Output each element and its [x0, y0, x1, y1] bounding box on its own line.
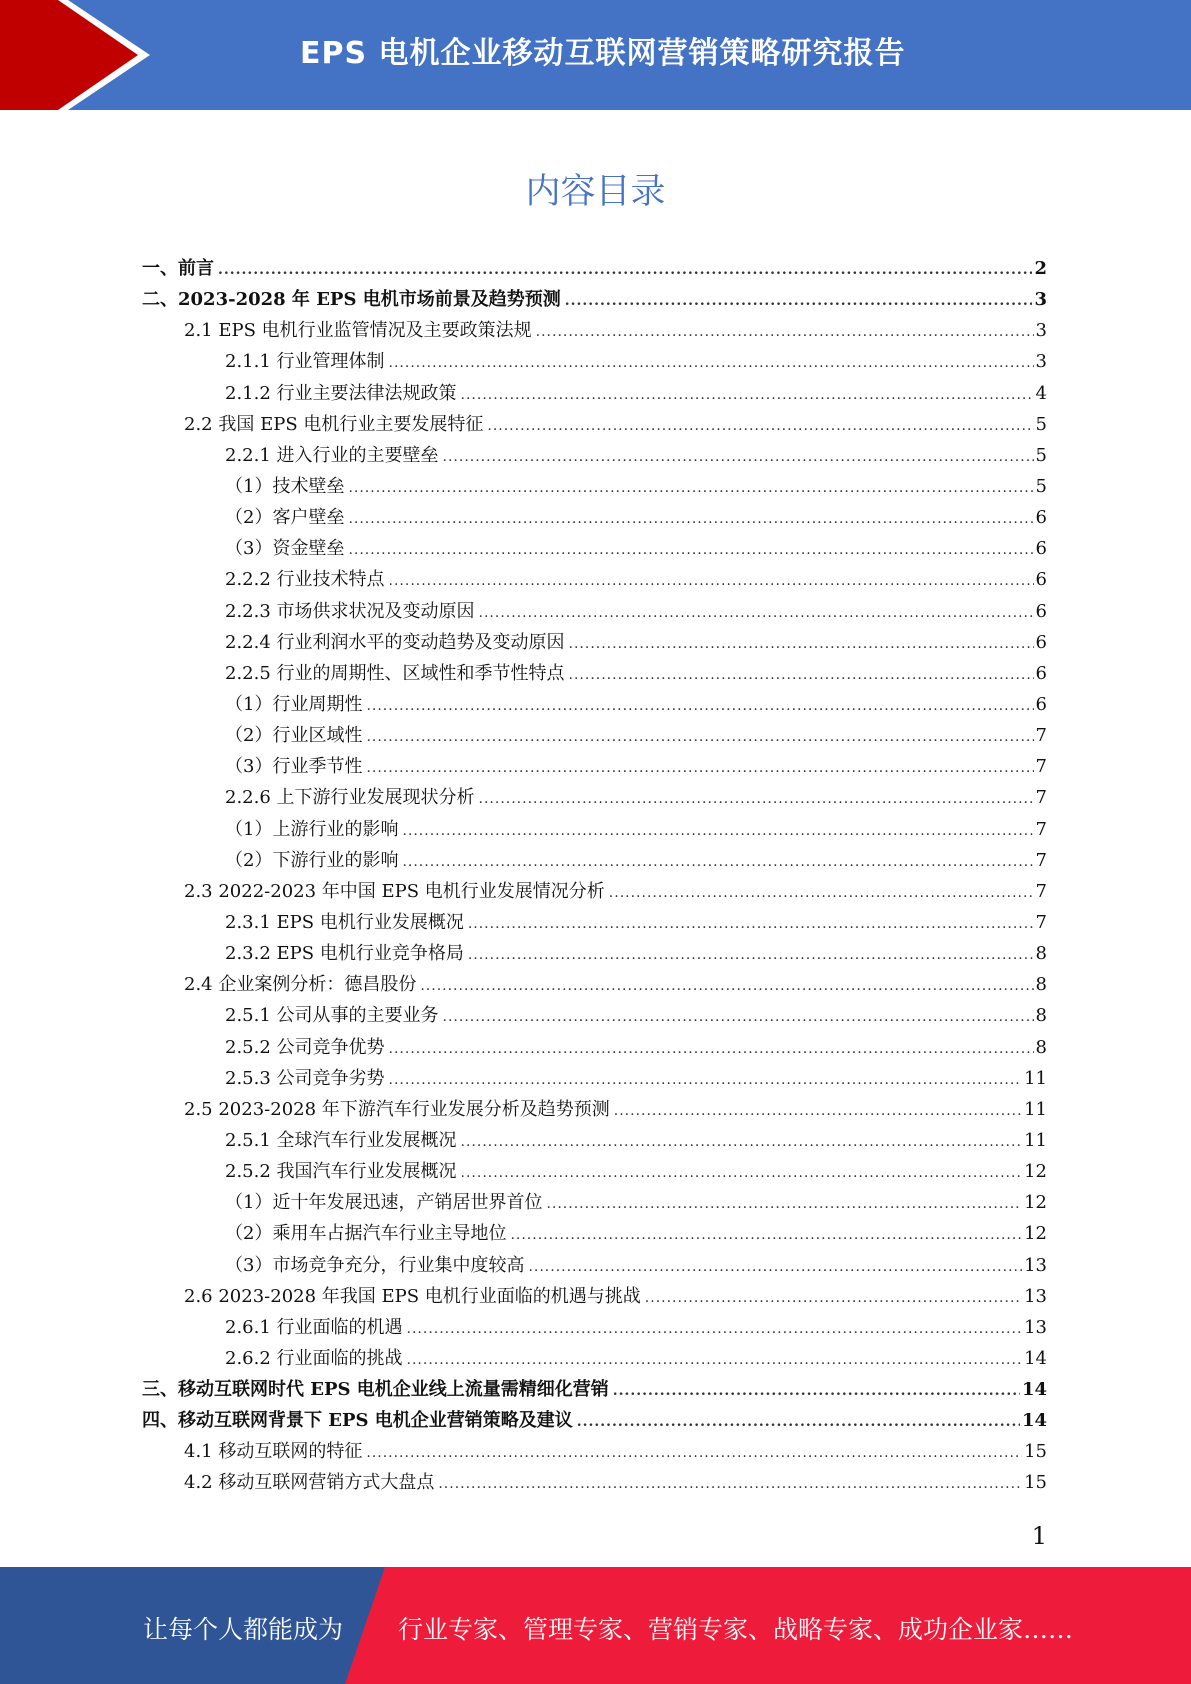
toc-leader-dots [443, 1002, 1034, 1033]
toc-entry[interactable] [142, 845, 1047, 876]
toc-entry-page: 7 [1035, 911, 1047, 933]
toc-entry-page: 6 [1035, 538, 1047, 560]
toc-entry-page: 8 [1035, 974, 1047, 996]
toc-leader-dots [366, 1438, 1022, 1469]
toc-entry[interactable] [142, 1218, 1047, 1249]
toc-entry[interactable] [142, 1032, 1047, 1063]
toc-entry-title: （1）近十年发展迅速，产销居世界首位 [225, 1192, 543, 1214]
toc-entry-page: 5 [1035, 475, 1047, 497]
toc-title: 内容目录 [525, 172, 666, 212]
toc-entry[interactable] [142, 440, 1047, 471]
toc-leader-dots [536, 317, 1034, 348]
toc-entry-title: 2.1.1 行业管理体制 [225, 351, 385, 373]
toc-entry[interactable] [142, 658, 1047, 689]
toc-entry-page: 12 [1024, 1192, 1047, 1214]
toc-entry[interactable] [142, 1063, 1047, 1094]
toc-entry[interactable] [142, 938, 1047, 969]
toc-entry-page: 12 [1024, 1161, 1047, 1183]
toc-leader-dots [402, 847, 1033, 878]
toc-leader-dots [348, 504, 1033, 535]
toc-entry-page: 6 [1035, 569, 1047, 591]
toc-entry-title: 2.5.3 公司竞争劣势 [225, 1067, 385, 1089]
toc-entry-title: 2.2.3 市场供求状况及变动原因 [225, 600, 475, 622]
toc-entry[interactable] [142, 1467, 1047, 1498]
toc-entry[interactable] [142, 1250, 1047, 1281]
toc-entry-title: （1）上游行业的影响 [225, 818, 399, 840]
toc-entry-page: 11 [1024, 1129, 1047, 1151]
toc-leader-dots [218, 255, 1032, 286]
toc-leader-dots [461, 1158, 1023, 1189]
toc-entry-title: （2）行业区域性 [225, 725, 363, 747]
toc-entry[interactable] [142, 564, 1047, 595]
toc-entry-page: 14 [1021, 1379, 1047, 1401]
toc-entry-page: 11 [1024, 1067, 1047, 1089]
toc-entry-page: 8 [1035, 1005, 1047, 1027]
toc-leader-dots [510, 1220, 1022, 1251]
toc-entry[interactable] [142, 1156, 1047, 1187]
toc-entry-page: 14 [1024, 1347, 1047, 1369]
toc-leader-dots [487, 411, 1033, 442]
toc-entry-title: （1）技术壁垒 [225, 475, 345, 497]
toc-leader-dots [389, 1065, 1023, 1096]
toc-entry-page: 5 [1035, 413, 1047, 435]
toc-entry[interactable] [142, 502, 1047, 533]
toc-entry-title: 2.5.2 我国汽车行业发展概况 [225, 1161, 457, 1183]
toc-entry[interactable] [142, 533, 1047, 564]
toc-entry-page: 6 [1035, 693, 1047, 715]
toc-entry[interactable] [142, 689, 1047, 720]
toc-entry-title: 三、移动互联网时代 EPS 电机企业线上流量需精细化营销 [142, 1379, 609, 1401]
chevron-arrow-icon [0, 0, 150, 110]
header-title: EPS 电机企业移动互联网营销策略研究报告 [300, 36, 906, 71]
toc-entry[interactable] [142, 1405, 1047, 1436]
toc-entry-title: 4.1 移动互联网的特征 [184, 1441, 363, 1463]
toc-leader-dots [348, 473, 1033, 504]
footer-slogan-left: 让每个人都能成为 [143, 1615, 344, 1644]
toc-entry-page: 6 [1035, 600, 1047, 622]
toc-entry-page: 6 [1035, 662, 1047, 684]
toc-entry[interactable] [142, 782, 1047, 813]
toc-leader-dots [479, 598, 1034, 629]
toc-entry-title: 2.6.1 行业面临的机遇 [225, 1316, 403, 1338]
toc-entry[interactable] [142, 378, 1047, 409]
toc-leader-dots [348, 535, 1033, 566]
toc-entry[interactable] [142, 253, 1047, 284]
toc-leader-dots [479, 784, 1034, 815]
toc-entry-page: 13 [1024, 1285, 1047, 1307]
toc-entry-page: 2 [1034, 258, 1047, 279]
toc-leader-dots [546, 1189, 1022, 1220]
toc-entry-title: 2.4 企业案例分析：德昌股份 [184, 974, 417, 996]
toc-leader-dots [407, 1314, 1023, 1345]
toc-entry-title: 2.2 我国 EPS 电机行业主要发展特征 [184, 413, 484, 435]
toc-entry[interactable] [142, 876, 1047, 907]
toc-entry-page: 13 [1024, 1316, 1047, 1338]
toc-entry-page: 7 [1035, 880, 1047, 902]
toc-entry[interactable] [142, 1125, 1047, 1156]
toc-entry-title: 2.5.1 公司从事的主要业务 [225, 1005, 439, 1027]
footer-band [0, 1567, 1191, 1684]
toc-leader-dots [577, 1407, 1020, 1438]
toc-entry-page: 7 [1035, 787, 1047, 809]
toc-entry[interactable] [142, 907, 1047, 938]
toc-leader-dots [461, 380, 1034, 411]
toc-leader-dots [565, 286, 1033, 317]
table-of-contents [142, 253, 1047, 1499]
toc-entry-title: 2.6 2023-2028 年我国 EPS 电机行业面临的机遇与挑战 [184, 1285, 641, 1307]
toc-leader-dots [461, 1127, 1023, 1158]
toc-entry[interactable] [142, 1374, 1047, 1405]
toc-leader-dots [438, 1469, 1022, 1500]
toc-leader-dots [569, 629, 1034, 660]
toc-leader-dots [389, 348, 1034, 379]
toc-entry-page: 4 [1035, 382, 1047, 404]
toc-entry[interactable] [142, 471, 1047, 502]
toc-entry-title: 2.1 EPS 电机行业监管情况及主要政策法规 [184, 320, 532, 342]
toc-leader-dots [407, 1345, 1023, 1376]
toc-entry[interactable] [142, 1187, 1047, 1218]
toc-entry-page: 14 [1021, 1410, 1047, 1432]
toc-entry-title: （2）乘用车占据汽车行业主导地位 [225, 1223, 507, 1245]
toc-leader-dots [389, 1034, 1034, 1065]
toc-leader-dots [468, 940, 1034, 971]
toc-entry-title: 2.3.1 EPS 电机行业发展概况 [225, 911, 464, 933]
toc-entry-title: 2.2.6 上下游行业发展现状分析 [225, 787, 475, 809]
toc-leader-dots [366, 722, 1033, 753]
toc-entry-page: 6 [1035, 507, 1047, 529]
header-band [0, 0, 1191, 110]
toc-entry-title: 2.2.1 进入行业的主要壁垒 [225, 444, 439, 466]
toc-leader-dots [443, 442, 1034, 473]
toc-entry-title: 2.3 2022-2023 年中国 EPS 电机行业发展情况分析 [184, 880, 605, 902]
toc-leader-dots [468, 909, 1034, 940]
toc-entry-page: 7 [1035, 818, 1047, 840]
toc-entry-title: （1）行业周期性 [225, 693, 363, 715]
toc-entry-page: 11 [1024, 1098, 1047, 1120]
toc-entry[interactable] [142, 284, 1047, 315]
toc-leader-dots [366, 753, 1033, 784]
toc-entry[interactable] [142, 1312, 1047, 1343]
toc-entry-page: 5 [1035, 444, 1047, 466]
toc-entry-title: （3）行业季节性 [225, 756, 363, 778]
toc-entry-page: 7 [1035, 725, 1047, 747]
toc-leader-dots [614, 1096, 1022, 1127]
toc-entry-title: 2.5.2 公司竞争优势 [225, 1036, 385, 1058]
toc-entry-page: 8 [1035, 1036, 1047, 1058]
toc-entry-title: 四、移动互联网背景下 EPS 电机企业营销策略及建议 [142, 1410, 573, 1432]
toc-entry-page: 15 [1024, 1441, 1047, 1463]
toc-entry-title: 2.2.5 行业的周期性、区域性和季节性特点 [225, 662, 565, 684]
toc-entry-title: 2.2.4 行业利润水平的变动趋势及变动原因 [225, 631, 565, 653]
toc-entry[interactable] [142, 627, 1047, 658]
toc-entry-title: 2.3.2 EPS 电机行业竞争格局 [225, 943, 464, 965]
toc-leader-dots [420, 971, 1033, 1002]
toc-entry-title: 2.2.2 行业技术特点 [225, 569, 385, 591]
toc-entry-title: 一、前言 [142, 258, 214, 279]
toc-entry[interactable] [142, 814, 1047, 845]
toc-entry-title: 二、2023-2028 年 EPS 电机市场前景及趋势预测 [142, 289, 561, 311]
toc-leader-dots [613, 1376, 1020, 1407]
toc-entry[interactable] [142, 1436, 1047, 1467]
toc-entry-page: 3 [1035, 351, 1047, 373]
toc-entry-page: 15 [1024, 1472, 1047, 1494]
toc-entry-page: 7 [1035, 849, 1047, 871]
toc-entry[interactable] [142, 1343, 1047, 1374]
toc-leader-dots [402, 816, 1033, 847]
toc-leader-dots [645, 1283, 1022, 1314]
toc-entry[interactable] [142, 315, 1047, 346]
toc-leader-dots [569, 660, 1034, 691]
toc-entry-page: 3 [1034, 289, 1047, 311]
toc-entry[interactable] [142, 1000, 1047, 1031]
toc-entry-title: （3）市场竞争充分，行业集中度较高 [225, 1254, 525, 1276]
toc-entry[interactable] [142, 1281, 1047, 1312]
toc-entry-page: 7 [1035, 756, 1047, 778]
toc-entry-page: 3 [1035, 320, 1047, 342]
page-number: 1 [1031, 1522, 1047, 1550]
toc-entry-title: 2.1.2 行业主要法律法规政策 [225, 382, 457, 404]
toc-entry-page: 12 [1024, 1223, 1047, 1245]
toc-entry[interactable] [142, 720, 1047, 751]
toc-entry-page: 6 [1035, 631, 1047, 653]
toc-entry-page: 8 [1035, 943, 1047, 965]
toc-entry-title: 2.5 2023-2028 年下游汽车行业发展分析及趋势预测 [184, 1098, 610, 1120]
toc-leader-dots [389, 566, 1034, 597]
toc-entry-title: 4.2 移动互联网营销方式大盘点 [184, 1472, 435, 1494]
toc-entry-page: 13 [1024, 1254, 1047, 1276]
toc-entry-title: （2）下游行业的影响 [225, 849, 399, 871]
toc-leader-dots [609, 878, 1034, 909]
toc-entry[interactable] [142, 1094, 1047, 1125]
toc-entry[interactable] [142, 969, 1047, 1000]
toc-entry[interactable] [142, 751, 1047, 782]
toc-leader-dots [366, 691, 1033, 722]
toc-leader-dots [528, 1252, 1022, 1283]
toc-entry-title: （2）客户壁垒 [225, 507, 345, 529]
toc-entry-title: 2.6.2 行业面临的挑战 [225, 1347, 403, 1369]
toc-entry-title: 2.5.1 全球汽车行业发展概况 [225, 1129, 457, 1151]
toc-entry[interactable] [142, 596, 1047, 627]
toc-entry[interactable] [142, 409, 1047, 440]
toc-entry-title: （3）资金壁垒 [225, 538, 345, 560]
toc-entry[interactable] [142, 346, 1047, 377]
footer-slogan-right: 行业专家、管理专家、营销专家、战略专家、成功企业家…… [398, 1615, 1074, 1644]
